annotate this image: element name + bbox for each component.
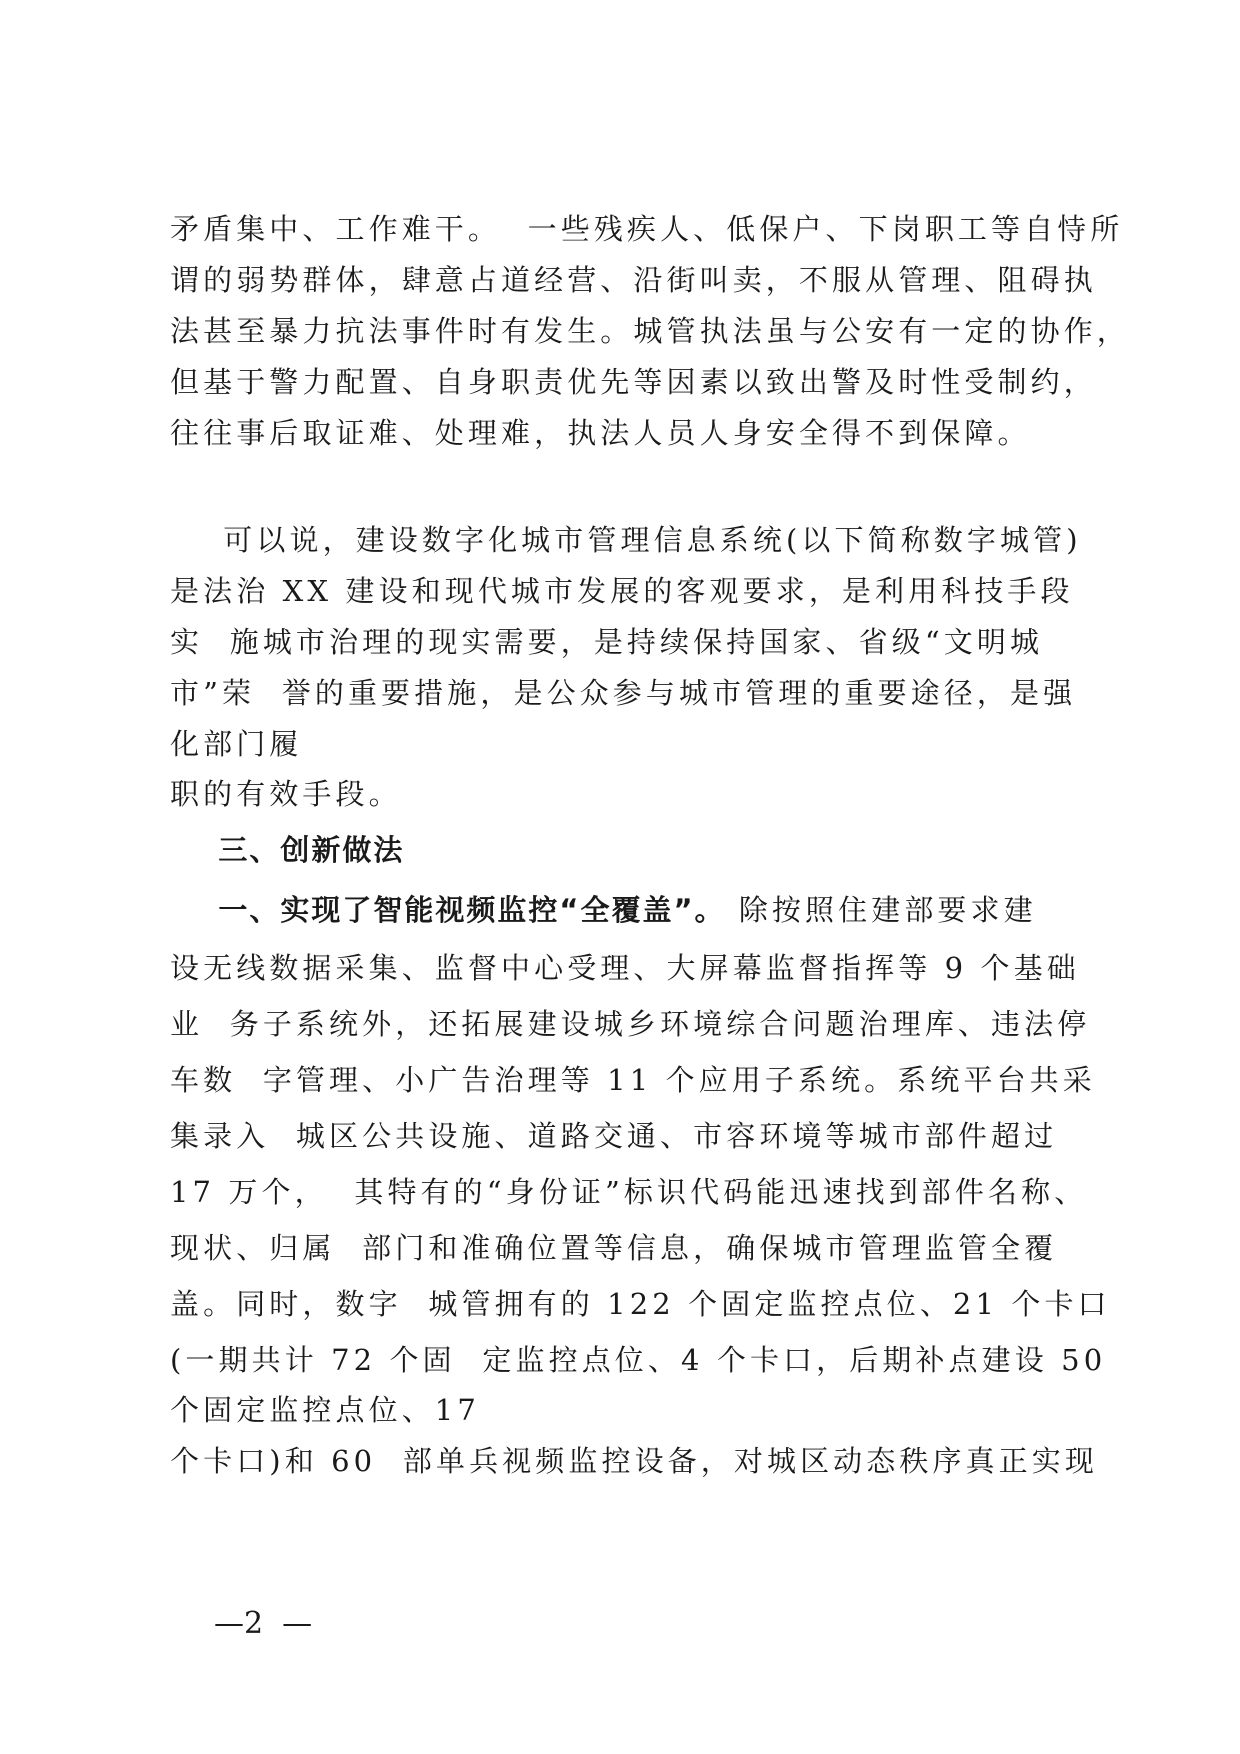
text-line: 盖。同时，数字 城管拥有的 122 个固定监控点位、21 个卡口 <box>170 1287 1111 1321</box>
text-line: 化部门履 <box>170 727 303 761</box>
text-line: 谓的弱势群体，肆意占道经营、沿街叫卖，不服从管理、阻碍执 <box>170 263 1097 297</box>
subsection-heading: 一、实现了智能视频监控“全覆盖”。 <box>170 893 726 927</box>
text-line: 现状、归属 部门和准确位置等信息，确保城市管理监管全覆 <box>170 1231 1058 1265</box>
text-line: 个卡口)和 60 部单兵视频监控设备，对城区动态秩序真正实现 <box>170 1444 1098 1478</box>
text-line: 是法治 XX 建设和现代城市发展的客观要求，是利用科技手段 <box>170 574 1074 608</box>
text-line: (一期共计 72 个固 定监控点位、4 个卡口，后期补点建设 50 <box>170 1343 1107 1377</box>
text-line: 往往事后取证难、处理难，执法人员人身安全得不到保障。 <box>170 416 1031 450</box>
text-line: 业 务子系统外，还拓展建设城乡环境综合问题治理库、违法停 <box>170 1007 1091 1041</box>
text-line: 职的有效手段。 <box>170 777 402 811</box>
text-line: 矛盾集中、工作难干。 一些残疾人、低保户、下岗职工等自恃所 <box>170 212 1124 246</box>
text-line: 市”荣 誉的重要措施，是公众参与城市管理的重要途径，是强 <box>170 676 1077 710</box>
text-line: 实 施城市治理的现实需要，是持续保持国家、省级“文明城 <box>170 625 1044 659</box>
page-number: —2 — <box>214 1606 313 1641</box>
text-line: 个固定监控点位、17 <box>170 1393 480 1427</box>
text-line: 但基于警力配置、自身职责优先等因素以致出警及时性受制约， <box>170 365 1097 399</box>
text-line: 车数 字管理、小广告治理等 11 个应用子系统。系统平台共采 <box>170 1063 1096 1097</box>
text-line: 设无线数据采集、监督中心受理、大屏幕监督指挥等 9 个基础 <box>170 951 1080 985</box>
text-line: 法甚至暴力抗法事件时有发生。城管执法虽与公安有一定的协作， <box>170 314 1130 348</box>
text-line: 集录入 城区公共设施、道路交通、市容环境等城市部件超过 <box>170 1119 1058 1153</box>
text-run: 除按照住建部要求建 <box>725 893 1037 927</box>
subsection-line <box>170 890 1037 930</box>
section-heading: 三、创新做法 <box>170 833 405 867</box>
text-line: 17 万个， 其特有的“身份证”标识代码能迅速找到部件名称、 <box>170 1175 1088 1209</box>
text-line: 可以说，建设数字化城市管理信息系统(以下简称数字城管) <box>170 523 1082 557</box>
